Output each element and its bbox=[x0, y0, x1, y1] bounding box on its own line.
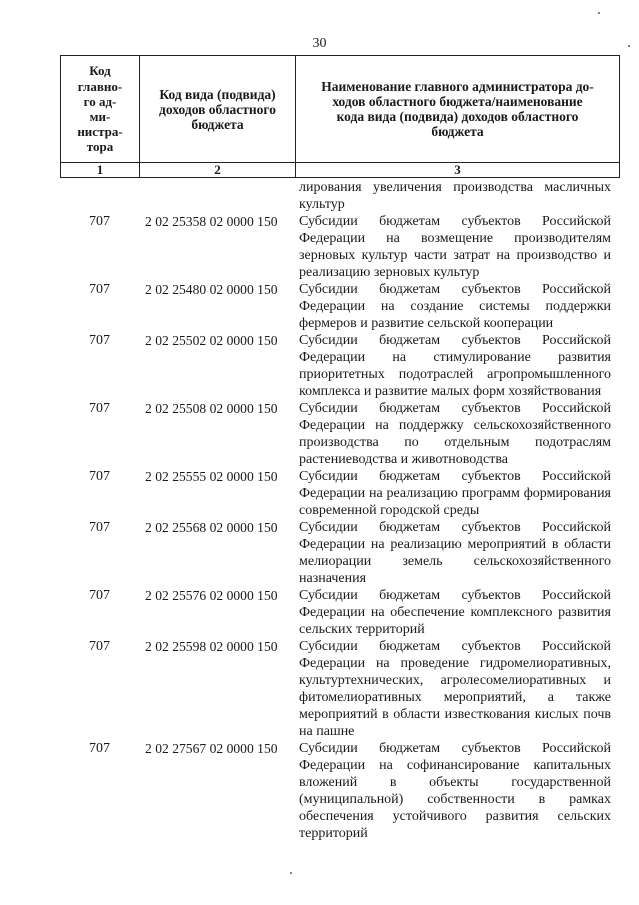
continuation-text: лирования увеличения производства масличных культур bbox=[299, 180, 611, 212]
income-code-cell: 2 02 25502 02 0000 150 bbox=[145, 333, 278, 348]
page-number: 30 bbox=[312, 36, 327, 51]
scan-speck bbox=[598, 12, 600, 14]
income-code-cell: 2 02 25508 02 0000 150 bbox=[145, 401, 278, 416]
income-name-cell: Субсидии бюджетам субъектов Российской Федерации на возмещение производителям зерновых культур части затрат на производство и реализацию зерновых культур bbox=[299, 214, 611, 280]
income-code-cell: 2 02 25576 02 0000 150 bbox=[145, 588, 278, 603]
column-number-3: 3 bbox=[296, 163, 620, 178]
table-row bbox=[60, 638, 619, 740]
income-name-cell: Субсидии бюджетам субъектов Российской Федерации на реализацию программ формирования современной городской среды bbox=[299, 469, 611, 518]
income-name-cell: Субсидии бюджетам субъектов Российской Федерации на софинансирование капитальных вложений в объекты государственной (муниципальной) собственности в рамках обеспечения устойчивого развития сельских территорий bbox=[299, 741, 611, 841]
header-admin-code: Код главно- го ад- ми- нистра- тора bbox=[61, 56, 140, 163]
income-code-cell: 2 02 25598 02 0000 150 bbox=[145, 639, 278, 654]
admin-code-cell: 707 bbox=[89, 214, 110, 229]
table-row bbox=[60, 332, 619, 400]
scan-speck bbox=[628, 45, 630, 47]
admin-code-cell: 707 bbox=[89, 588, 110, 603]
table-row bbox=[60, 400, 619, 468]
table-row bbox=[60, 587, 619, 638]
table-row bbox=[60, 468, 619, 519]
table-header bbox=[60, 55, 620, 178]
table-body bbox=[60, 179, 619, 842]
scan-speck bbox=[290, 872, 292, 874]
income-name-cell: Субсидии бюджетам субъектов Российской Федерации на создание системы поддержки фермеров и развитие сельской кооперации bbox=[299, 282, 611, 331]
column-number-1: 1 bbox=[61, 163, 140, 178]
table-row bbox=[60, 281, 619, 332]
income-name-cell: Субсидии бюджетам субъектов Российской Федерации на поддержку сельскохозяйственного производства по отдельным подотраслям растениеводства и животноводства bbox=[299, 401, 611, 467]
header-income-code: Код вида (подвида) доходов областного бюджета bbox=[140, 56, 296, 163]
income-code-cell: 2 02 25480 02 0000 150 bbox=[145, 282, 278, 297]
header-name: Наименование главного администратора до- ходов областного бюджета/наименование кода вида (подвида) доходов областного бюджета bbox=[296, 56, 620, 163]
admin-code-cell: 707 bbox=[89, 639, 110, 654]
admin-code-cell: 707 bbox=[89, 333, 110, 348]
table-row bbox=[60, 519, 619, 587]
income-code-cell: 2 02 27567 02 0000 150 bbox=[145, 741, 278, 756]
column-number-2: 2 bbox=[140, 163, 296, 178]
income-code-cell: 2 02 25568 02 0000 150 bbox=[145, 520, 278, 535]
admin-code-cell: 707 bbox=[89, 469, 110, 484]
admin-code-cell: 707 bbox=[89, 520, 110, 535]
income-name-cell: Субсидии бюджетам субъектов Российской Федерации на обеспечение комплексного развития сельских территорий bbox=[299, 588, 611, 637]
admin-code-cell: 707 bbox=[89, 282, 110, 297]
table-row bbox=[60, 213, 619, 281]
continuation-row bbox=[60, 179, 619, 213]
income-code-cell: 2 02 25358 02 0000 150 bbox=[145, 214, 278, 229]
income-name-cell: Субсидии бюджетам субъектов Российской Федерации на проведение гидромелиоративных, культуртехнических, агролесомелиоративных и фитомелиоративных мероприятий, а также мероприятий в области известкования кислых почв на пашне bbox=[299, 639, 611, 739]
income-name-cell: Субсидии бюджетам субъектов Российской Федерации на стимулирование развития приоритетных подотраслей агропромышленного комплекса и развитие малых форм хозяйствования bbox=[299, 333, 611, 399]
admin-code-cell: 707 bbox=[89, 401, 110, 416]
income-name-cell: Субсидии бюджетам субъектов Российской Федерации на реализацию мероприятий в области мелиорации земель сельскохозяйственного назначения bbox=[299, 520, 611, 586]
table-row bbox=[60, 740, 619, 842]
admin-code-cell: 707 bbox=[89, 741, 110, 756]
income-code-cell: 2 02 25555 02 0000 150 bbox=[145, 469, 278, 484]
